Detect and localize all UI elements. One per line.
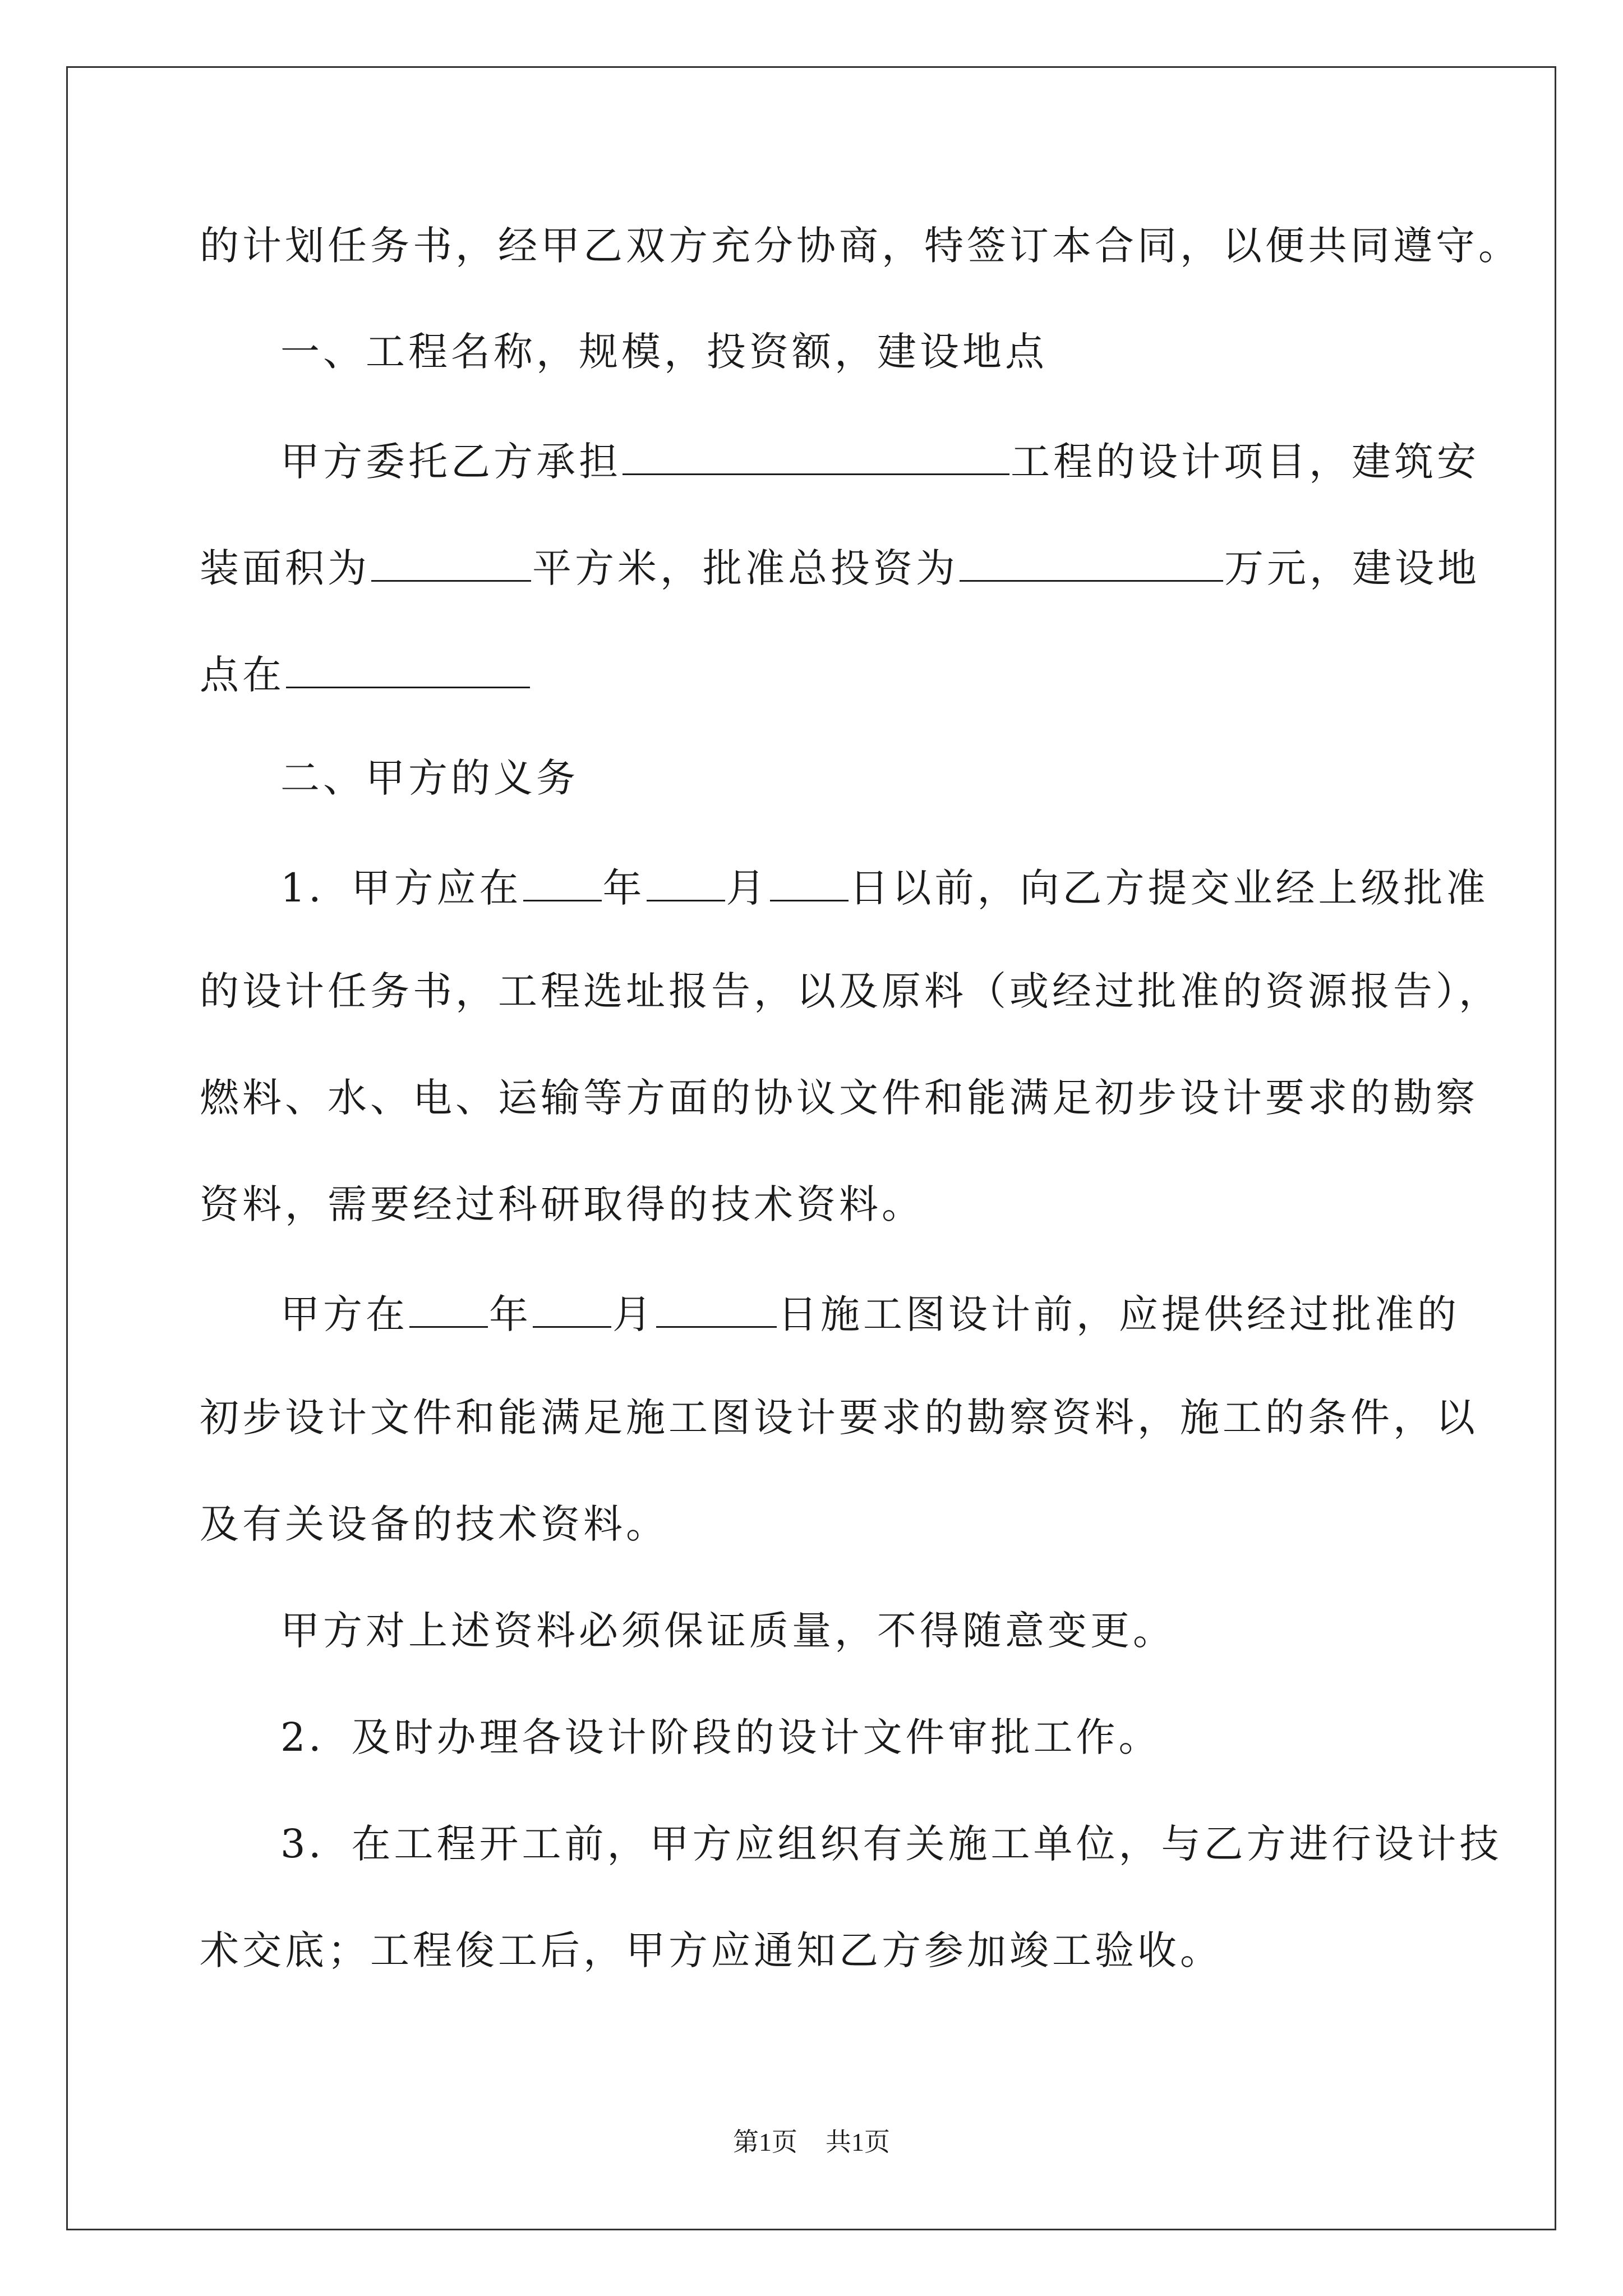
fill-in-blank xyxy=(286,652,530,688)
fill-in-blank xyxy=(523,865,602,901)
text-run: 万元，建设地 xyxy=(1224,545,1480,591)
text-run: 2．及时办理各设计阶段的设计文件审批工作。 xyxy=(280,1714,1161,1760)
fill-in-blank xyxy=(960,545,1223,582)
fill-in-blank xyxy=(533,1291,611,1328)
text-run: 及有关设备的技术资料。 xyxy=(200,1501,668,1547)
paragraph-line xyxy=(200,545,1480,591)
paragraph-line xyxy=(280,1608,1175,1654)
text-run: 甲方委托乙方承担 xyxy=(280,439,621,485)
paragraph-line xyxy=(280,1291,1460,1337)
text-run: 日施工图设计前，应提供经过批准的 xyxy=(778,1291,1460,1337)
text-run: 资料，需要经过科研取得的技术资料。 xyxy=(200,1181,924,1227)
text-run: 工程的设计项目，建筑安 xyxy=(1011,439,1479,485)
text-run: 二、甲方的义务 xyxy=(280,755,579,801)
paragraph-line xyxy=(200,1395,1478,1441)
paragraph-line xyxy=(200,1501,668,1547)
text-run: 3．在工程开工前，甲方应组织有关施工单位，与乙方进行设计技 xyxy=(280,1821,1502,1867)
text-run: 年 xyxy=(602,865,645,911)
section-heading xyxy=(280,755,579,801)
text-run: 的计划任务书，经甲乙双方充分协商，特签订本合同，以便共同遵守。 xyxy=(200,223,1521,269)
section-heading xyxy=(280,329,1048,375)
text-run: 装面积为 xyxy=(200,545,370,591)
text-run: 初步设计文件和能满足施工图设计要求的勘察资料，施工的条件，以 xyxy=(200,1395,1478,1441)
text-run: 甲方对上述资料必须保证质量，不得随意变更。 xyxy=(280,1608,1175,1654)
paragraph-line xyxy=(280,1714,1161,1760)
fill-in-blank xyxy=(371,545,531,582)
text-run: 甲方在 xyxy=(280,1291,408,1337)
paragraph-line xyxy=(280,1821,1502,1867)
paragraph-line xyxy=(280,865,1489,911)
page-frame xyxy=(66,66,1556,2230)
text-run: 月 xyxy=(726,865,769,911)
text-run: 年 xyxy=(489,1291,532,1337)
text-run: 日以前，向乙方提交业经上级批准 xyxy=(849,865,1489,911)
fill-in-blank xyxy=(623,439,1009,475)
paragraph-line xyxy=(200,223,1521,269)
text-run: 平方米，批准总投资为 xyxy=(532,545,958,591)
fill-in-blank xyxy=(409,1291,488,1328)
paragraph-line xyxy=(200,968,1501,1014)
text-run: 术交底；工程俊工后，甲方应通知乙方参加竣工验收。 xyxy=(200,1927,1223,1973)
text-run: 一、工程名称，规模，投资额，建设地点 xyxy=(280,329,1048,375)
text-run: 月 xyxy=(612,1291,655,1337)
page-number: 第1页 xyxy=(733,2128,797,2156)
fill-in-blank xyxy=(647,865,725,901)
fill-in-blank xyxy=(770,865,849,901)
paragraph-line xyxy=(200,1181,924,1227)
page-total: 共1页 xyxy=(826,2128,890,2156)
text-run: 1．甲方应在 xyxy=(280,865,522,911)
fill-in-blank xyxy=(656,1291,777,1328)
text-run: 点在 xyxy=(200,652,285,698)
paragraph-line xyxy=(200,652,531,698)
page-footer xyxy=(0,2129,1623,2155)
paragraph-line xyxy=(200,1927,1223,1973)
paragraph-line xyxy=(200,1075,1478,1121)
paragraph-line xyxy=(280,439,1479,485)
text-run: 的设计任务书，工程选址报告，以及原料（或经过批准的资源报告）， xyxy=(200,968,1501,1014)
text-run: 燃料、水、电、运输等方面的协议文件和能满足初步设计要求的勘察 xyxy=(200,1075,1478,1121)
